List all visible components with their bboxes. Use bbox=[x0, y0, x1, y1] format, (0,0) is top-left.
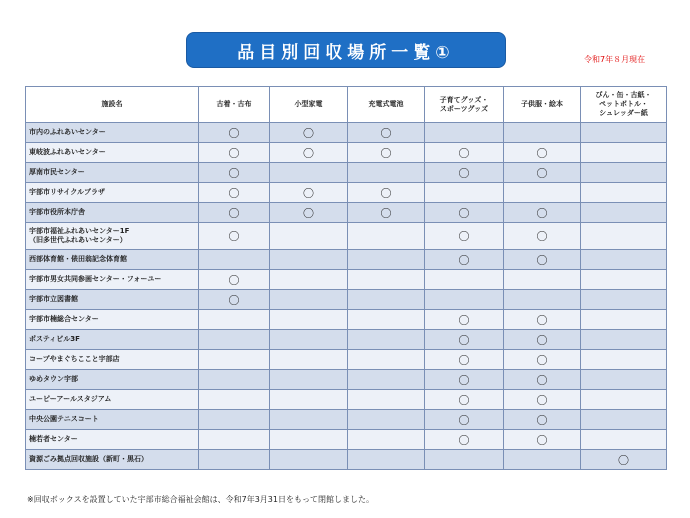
empty-cell bbox=[425, 450, 504, 470]
accepted-mark: 〇 bbox=[581, 450, 667, 470]
table-row bbox=[26, 123, 667, 143]
accepted-mark: 〇 bbox=[504, 330, 581, 350]
facility-name: 東岐波ふれあいセンター bbox=[26, 143, 199, 163]
accepted-mark: 〇 bbox=[425, 310, 504, 330]
accepted-mark: 〇 bbox=[270, 143, 348, 163]
empty-cell bbox=[581, 163, 667, 183]
accepted-mark: 〇 bbox=[199, 203, 270, 223]
table-row bbox=[26, 410, 667, 430]
empty-cell bbox=[199, 350, 270, 370]
empty-cell bbox=[199, 310, 270, 330]
empty-cell bbox=[270, 370, 348, 390]
empty-cell bbox=[270, 410, 348, 430]
collection-table bbox=[25, 86, 667, 470]
empty-cell bbox=[504, 183, 581, 203]
table-row bbox=[26, 370, 667, 390]
accepted-mark: 〇 bbox=[270, 183, 348, 203]
empty-cell bbox=[270, 450, 348, 470]
accepted-mark: 〇 bbox=[504, 370, 581, 390]
accepted-mark: 〇 bbox=[270, 123, 348, 143]
facility-name: 宇部市男女共同参画センター・フォーユー bbox=[26, 270, 199, 290]
accepted-mark: 〇 bbox=[199, 123, 270, 143]
empty-cell bbox=[348, 370, 425, 390]
accepted-mark: 〇 bbox=[425, 250, 504, 270]
table-row bbox=[26, 183, 667, 203]
empty-cell bbox=[581, 183, 667, 203]
facility-name: 宇部市楠総合センター bbox=[26, 310, 199, 330]
accepted-mark: 〇 bbox=[425, 143, 504, 163]
empty-cell bbox=[199, 430, 270, 450]
closure-note: ※回収ボックスを設置していた宇部市総合福祉会館は、令和7年3月31日をもって閉館しました。 bbox=[27, 495, 374, 504]
accepted-mark: 〇 bbox=[199, 290, 270, 310]
empty-cell bbox=[270, 223, 348, 250]
empty-cell bbox=[425, 123, 504, 143]
accepted-mark: 〇 bbox=[199, 183, 270, 203]
accepted-mark: 〇 bbox=[199, 223, 270, 250]
facility-name: 宇部市役所本庁舎 bbox=[26, 203, 199, 223]
header-kids-clothes-books: 子供服・絵本 bbox=[504, 87, 581, 123]
empty-cell bbox=[581, 143, 667, 163]
accepted-mark: 〇 bbox=[348, 203, 425, 223]
accepted-mark: 〇 bbox=[425, 203, 504, 223]
facility-name: 楠若者センター bbox=[26, 430, 199, 450]
empty-cell bbox=[581, 250, 667, 270]
header-small-appliances: 小型家電 bbox=[270, 87, 348, 123]
header-row bbox=[26, 87, 667, 123]
table-row bbox=[26, 223, 667, 250]
facility-name: 市内のふれあいセンター bbox=[26, 123, 199, 143]
as-of-date: 令和7年８月現在 bbox=[584, 55, 646, 64]
facility-name: コープやまぐちここと宇部店 bbox=[26, 350, 199, 370]
accepted-mark: 〇 bbox=[199, 163, 270, 183]
header-bottles-cans-paper: びん・缶・古紙・ ペットボトル・ シュレッダー紙 bbox=[581, 87, 667, 123]
facility-name: ゆめタウン宇部 bbox=[26, 370, 199, 390]
table-row bbox=[26, 450, 667, 470]
accepted-mark: 〇 bbox=[425, 370, 504, 390]
empty-cell bbox=[581, 223, 667, 250]
accepted-mark: 〇 bbox=[199, 143, 270, 163]
accepted-mark: 〇 bbox=[348, 143, 425, 163]
table-row bbox=[26, 203, 667, 223]
table-row bbox=[26, 330, 667, 350]
header-facility: 施設名 bbox=[26, 87, 199, 123]
facility-name: ユーピーアールスタジアム bbox=[26, 390, 199, 410]
empty-cell bbox=[270, 250, 348, 270]
empty-cell bbox=[270, 163, 348, 183]
table-row bbox=[26, 390, 667, 410]
accepted-mark: 〇 bbox=[504, 163, 581, 183]
empty-cell bbox=[270, 290, 348, 310]
table-row bbox=[26, 270, 667, 290]
empty-cell bbox=[348, 430, 425, 450]
facility-name: 宇部市リサイクルプラザ bbox=[26, 183, 199, 203]
empty-cell bbox=[348, 410, 425, 430]
empty-cell bbox=[581, 430, 667, 450]
table-row bbox=[26, 430, 667, 450]
accepted-mark: 〇 bbox=[425, 410, 504, 430]
empty-cell bbox=[581, 330, 667, 350]
accepted-mark: 〇 bbox=[504, 410, 581, 430]
empty-cell bbox=[504, 123, 581, 143]
empty-cell bbox=[348, 163, 425, 183]
accepted-mark: 〇 bbox=[504, 223, 581, 250]
facility-name: 西部体育館・俵田翁記念体育館 bbox=[26, 250, 199, 270]
accepted-mark: 〇 bbox=[504, 143, 581, 163]
page-title: 品目別回収場所一覧① bbox=[186, 32, 506, 68]
table-row bbox=[26, 163, 667, 183]
accepted-mark: 〇 bbox=[425, 330, 504, 350]
empty-cell bbox=[504, 450, 581, 470]
empty-cell bbox=[348, 450, 425, 470]
table-row bbox=[26, 290, 667, 310]
empty-cell bbox=[270, 390, 348, 410]
facility-name: 中央公園テニスコート bbox=[26, 410, 199, 430]
table-row bbox=[26, 310, 667, 330]
accepted-mark: 〇 bbox=[504, 350, 581, 370]
empty-cell bbox=[348, 390, 425, 410]
empty-cell bbox=[348, 223, 425, 250]
empty-cell bbox=[199, 450, 270, 470]
accepted-mark: 〇 bbox=[425, 223, 504, 250]
empty-cell bbox=[504, 290, 581, 310]
accepted-mark: 〇 bbox=[504, 390, 581, 410]
empty-cell bbox=[425, 183, 504, 203]
accepted-mark: 〇 bbox=[504, 250, 581, 270]
empty-cell bbox=[348, 350, 425, 370]
facility-name: 厚南市民センター bbox=[26, 163, 199, 183]
empty-cell bbox=[270, 330, 348, 350]
empty-cell bbox=[425, 290, 504, 310]
facility-name: 資源ごみ拠点回収施設（新町・黒石） bbox=[26, 450, 199, 470]
accepted-mark: 〇 bbox=[270, 203, 348, 223]
empty-cell bbox=[581, 410, 667, 430]
empty-cell bbox=[581, 390, 667, 410]
accepted-mark: 〇 bbox=[348, 183, 425, 203]
accepted-mark: 〇 bbox=[425, 430, 504, 450]
empty-cell bbox=[581, 270, 667, 290]
accepted-mark: 〇 bbox=[425, 350, 504, 370]
empty-cell bbox=[348, 270, 425, 290]
accepted-mark: 〇 bbox=[425, 390, 504, 410]
empty-cell bbox=[270, 430, 348, 450]
facility-name: ポスティビル3F bbox=[26, 330, 199, 350]
empty-cell bbox=[581, 370, 667, 390]
empty-cell bbox=[504, 270, 581, 290]
facility-name: 宇部市福祉ふれあいセンター1F （旧多世代ふれあいセンター） bbox=[26, 223, 199, 250]
accepted-mark: 〇 bbox=[504, 430, 581, 450]
empty-cell bbox=[348, 290, 425, 310]
header-old-clothes: 古着・古布 bbox=[199, 87, 270, 123]
empty-cell bbox=[270, 270, 348, 290]
empty-cell bbox=[199, 390, 270, 410]
empty-cell bbox=[348, 310, 425, 330]
empty-cell bbox=[581, 350, 667, 370]
accepted-mark: 〇 bbox=[348, 123, 425, 143]
empty-cell bbox=[348, 330, 425, 350]
empty-cell bbox=[581, 123, 667, 143]
header-childcare-sports: 子育てグッズ・ スポーツグッズ bbox=[425, 87, 504, 123]
empty-cell bbox=[199, 370, 270, 390]
empty-cell bbox=[581, 290, 667, 310]
empty-cell bbox=[425, 270, 504, 290]
accepted-mark: 〇 bbox=[199, 270, 270, 290]
accepted-mark: 〇 bbox=[425, 163, 504, 183]
empty-cell bbox=[581, 310, 667, 330]
empty-cell bbox=[199, 250, 270, 270]
empty-cell bbox=[270, 310, 348, 330]
accepted-mark: 〇 bbox=[504, 203, 581, 223]
empty-cell bbox=[270, 350, 348, 370]
accepted-mark: 〇 bbox=[504, 310, 581, 330]
empty-cell bbox=[348, 250, 425, 270]
header-batteries: 充電式電池 bbox=[348, 87, 425, 123]
table-row bbox=[26, 250, 667, 270]
table-row bbox=[26, 350, 667, 370]
facility-name: 宇部市立図書館 bbox=[26, 290, 199, 310]
empty-cell bbox=[581, 203, 667, 223]
empty-cell bbox=[199, 330, 270, 350]
table-row bbox=[26, 143, 667, 163]
empty-cell bbox=[199, 410, 270, 430]
